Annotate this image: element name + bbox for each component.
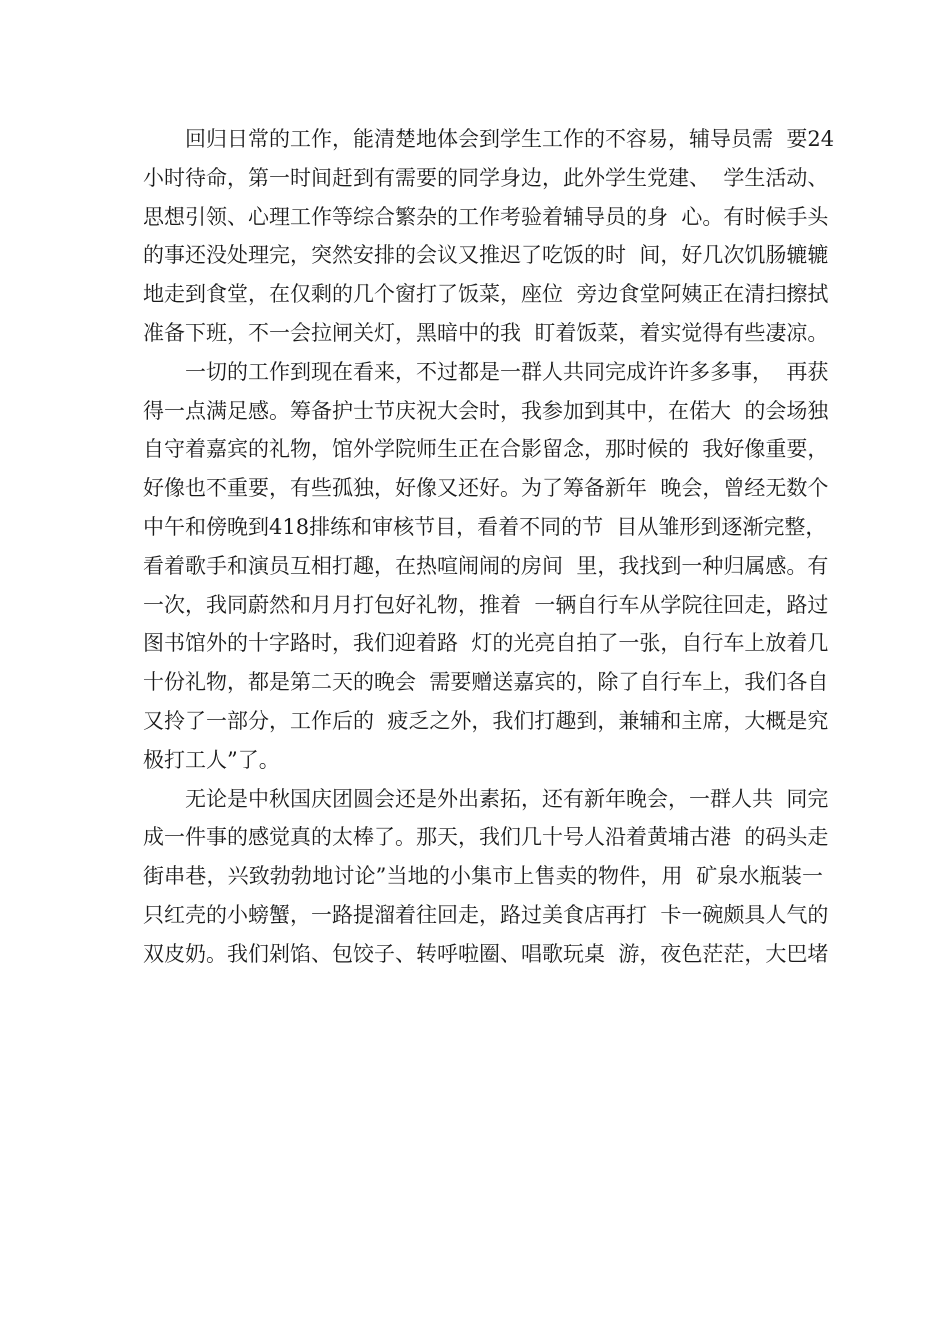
- body-text: [143, 120, 835, 974]
- text-line: 看着歌手和演员互相打趣，在热喧闹闹的房间 里，我找到一种归属感。有: [143, 553, 829, 578]
- text-line: 街串巷，兴致勃勃地讨论”当地的小集市上售卖的物件，用 矿泉水瓶装一: [143, 864, 823, 889]
- text-line: 十份礼物，都是第二天的晚会 需要赠送嘉宾的，除了自行车上，我们各自: [143, 670, 829, 695]
- text-line: 地走到食堂，在仅剩的几个窗打了饭菜，座位 旁边食堂阿姨正在清扫擦拭: [143, 282, 829, 307]
- text-line: 又拎了一部分，工作后的 疲乏之外，我们打趣到，兼辅和主席，大概是究: [143, 708, 829, 733]
- text-line: 无论是中秋国庆团圆会还是外出素拓，还有新年晚会，一群人共 同完: [185, 786, 829, 811]
- text-line: 成一件事的感觉真的太棒了。那天，我们几十号人沿着黄埔古港 的码头走: [143, 825, 829, 850]
- text-line: 中午和傍晚到418排练和审核节目，看着不同的节 目从雏形到逐渐完整，: [143, 514, 827, 539]
- text-line: 好像也不重要，有些孤独，好像又还好。为了筹备新年 晚会，曾经无数个: [143, 476, 829, 501]
- text-line: 一次，我同蔚然和月月打包好礼物，推着 一辆自行车从学院往回走，路过: [143, 592, 829, 617]
- text-line: 准备下班，不一会拉闸关灯，黑暗中的我 盯着饭菜，着实觉得有些凄凉。: [143, 320, 829, 345]
- text-line: 双皮奶。我们剁馅、包饺子、转呼啦圈、唱歌玩桌 游，夜色茫茫，大巴堵: [143, 941, 829, 966]
- text-line: 极打工人”了。: [143, 747, 280, 772]
- text-line: 图书馆外的十字路时，我们迎着路 灯的光亮自拍了一张，自行车上放着几: [143, 631, 829, 656]
- paragraph: [143, 780, 829, 974]
- text-line: 回归日常的工作，能清楚地体会到学生工作的不容易，辅导员需 要24: [185, 127, 835, 151]
- paragraph: [143, 353, 829, 780]
- text-line: 思想引领、心理工作等综合繁杂的工作考验着辅导员的身 心。有时候手头: [143, 204, 829, 229]
- text-line: 只红壳的小螃蟹，一路提溜着往回走，路过美食店再打 卡一碗颇具人气的: [143, 902, 829, 927]
- paragraph: [143, 120, 835, 353]
- text-line: 得一点满足感。筹备护士节庆祝大会时，我参加到其中，在偌大 的会场独: [143, 398, 829, 423]
- text-line: 小时待命，第一时间赶到有需要的同学身边，此外学生党建、 学生活动、: [143, 165, 829, 190]
- text-line: 自守着嘉宾的礼物，馆外学院师生正在合影留念，那时候的 我好像重要，: [143, 437, 829, 462]
- text-line: 的事还没处理完，突然安排的会议又推迟了吃饭的时 间，好几次饥肠辘辘: [143, 243, 829, 268]
- text-line: 一切的工作到现在看来，不过都是一群人共同完成许许多多事， 再获: [185, 359, 829, 384]
